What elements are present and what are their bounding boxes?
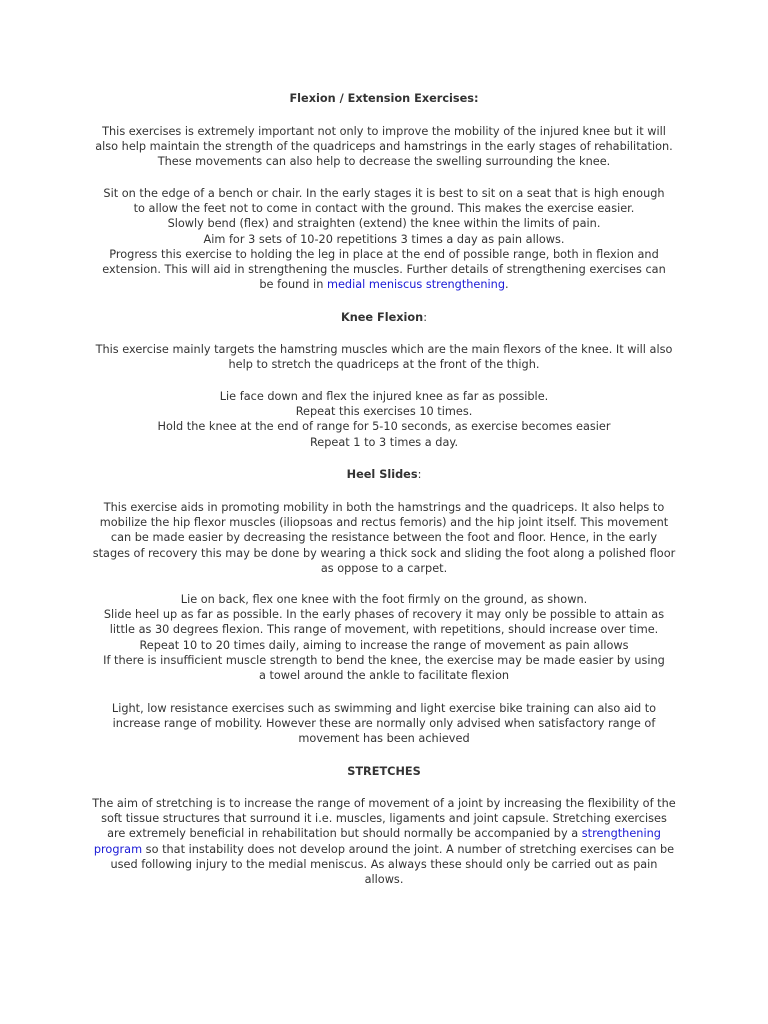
paragraph-knee-flexion-steps: Lie face down and flex the injured knee as far as possible. Repeat this exercises 10 times. Hold the knee at the end of range for 5-10 seconds, as exercise becomes easier Repeat 1 to 3 times a day. (157, 390, 611, 449)
paragraph-stretches: The aim of stretching is to increase the range of movement of a joint by increasing the flexibility of the soft tissue structures that surround it i.e. muscles, ligaments and joint capsule. Stretching exercises are extremely beneficial in rehabilitation but should normally be accompanied by a strengthening program so that instability does not develop around the joint. A number of stretching exercises can be used following injury to the medial meniscus. As always these should only be carried out as pain allows. (60, 796, 708, 887)
medial-meniscus-strengthening-link[interactable]: medial meniscus strengthening (326, 278, 506, 292)
stretches-line-3: are extremely beneficial in rehabilitation but should normally be accompanied by a strengthening (107, 827, 661, 841)
paragraph-flexion-steps: Sit on the edge of a bench or chair. In the early stages it is best to sit on a seat that is high enough to allow the feet not to come in contact with the ground. This makes the exercise easier. Slowly bend (flex) and straighten (extend) the knee within the limits of pain. Aim for 3 sets of 10-20 repetitions 3 times a day as pain allows. Progress this exercise to holding the leg in place at the end of possible range, both in flexion and extension. This will aid in strengthening the muscles. Further details of strengthening exercises can be found in medial meniscus strengthening. (60, 186, 708, 292)
paragraph-heel-slides-note: Light, low resistance exercises such as swimming and light exercise bike training can also aid to increase range of mobility. However these are normally only advised when satisfactory range of movement has been achieved (111, 702, 657, 746)
heading-flexion-extension: Flexion / Extension Exercises: (289, 92, 479, 105)
strengthening-program-link-part2[interactable]: program (93, 842, 143, 856)
paragraph-heel-slides-steps: Lie on back, flex one knee with the foot firmly on the ground, as shown. Slide heel up as far as possible. In the early phases of recovery it may only be possible to attain as little as 30 degrees flexion. This range of movement, with repetitions, should increase over time. Repeat 10 to 20 times daily, aiming to increase the range of movement as pain allows If there is insufficient muscle strength to bend the knee, the exercise may be made easier by using a towel around the ankle to facilitate flexion (103, 593, 665, 683)
paragraph-flexion-intro: This exercises is extremely important not only to improve the mobility of the injured knee but it will also help maintain the strength of the quadriceps and hamstrings in the early stages of rehabilitation. These movements can also help to decrease the swelling surrounding the knee. (95, 125, 673, 169)
paragraph-knee-flexion-intro: This exercise mainly targets the hamstring muscles which are the main flexors of the knee. It will also help to stretch the quadriceps at the front of the thigh. (95, 343, 673, 372)
strengthening-program-link-part1[interactable]: strengthening (581, 827, 661, 841)
paragraph-heel-slides-intro: This exercise aids in promoting mobility in both the hamstrings and the quadriceps. It also helps to mobilize the hip flexor muscles (iliopsoas and rectus femoris) and the hip joint itself. This movement can be made easier by decreasing the resistance between the foot and floor. Hence, in the early stages of recovery this may be done by wearing a thick sock and sliding the foot along a polished floor as oppose to a carpet. (92, 501, 676, 575)
heading-stretches: STRETCHES (347, 765, 421, 778)
stretches-line-4: program so that instability does not develop around the joint. A number of stretching exercises can be (93, 842, 675, 856)
flexion-last-line: be found in medial meniscus strengthening. (259, 278, 509, 292)
heading-knee-flexion: Knee Flexion: (340, 311, 428, 324)
heading-heel-slides: Heel Slides: (346, 468, 422, 481)
